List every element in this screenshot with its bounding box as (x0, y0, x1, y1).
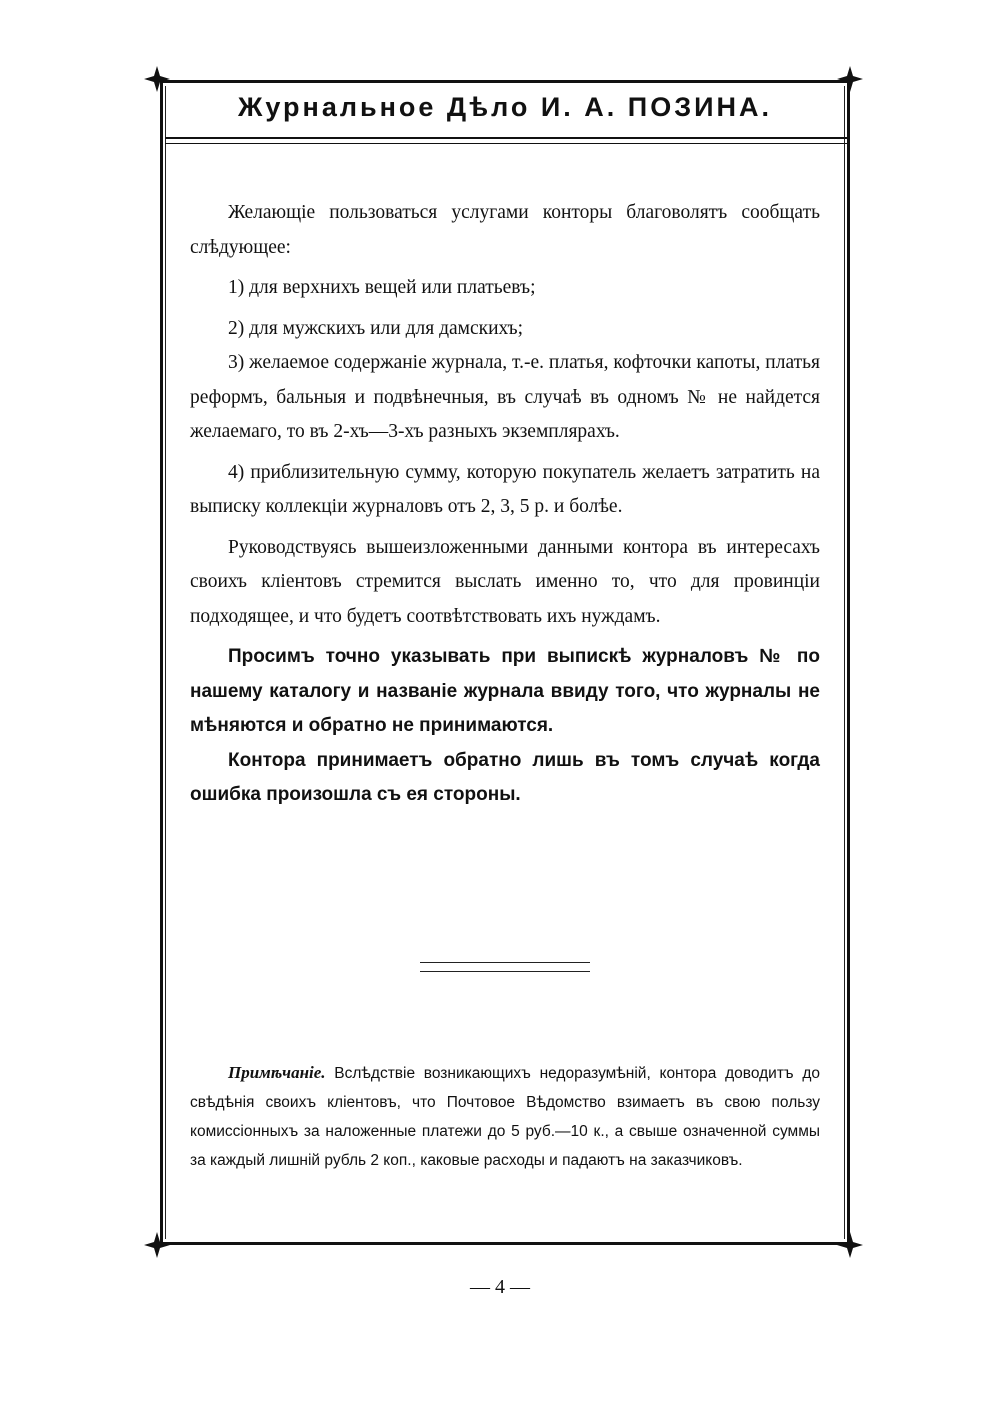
header-rule-thin (165, 143, 847, 144)
footnote-label: Примѣчаніе. (228, 1063, 326, 1082)
list-item: 1) для верхнихъ вещей или платьевъ; (228, 277, 536, 298)
footnote (190, 1058, 820, 1175)
header-rule (165, 137, 847, 139)
main-text (190, 196, 820, 813)
footnote-text: Вслѣдствіе возникающихъ недоразумѣній, контора доводитъ до свѣдѣнія своихъ клiентовъ, что Почтовое Вѣдомство взимаетъ въ свою пользу комиссіонныхъ за наложенные платежи до 5 руб.—10 к., а свыше означенной суммы за каждый лишній рубль 2 коп., каковые расходы и падаютъ на заказчиковъ. (190, 1065, 820, 1169)
intro-paragraph: Желающіе пользоваться услугами конторы благоволятъ сообщать слѣдующее: (190, 202, 820, 258)
section-separator (420, 971, 590, 972)
list-item: 3) желаемое содержаніе журнала, т.-е. платья, кофточки капоты, платья реформъ, бальныя и подвѣнечныя, въ случаѣ въ одномъ № не найдется желаемаго, то въ 2-хъ—3-хъ разныхъ экземплярахъ. (190, 352, 820, 442)
list-item: 2) для мужскихъ или для дамскихъ; (228, 317, 524, 339)
body-paragraph: Руководствуясь вышеизложенными данными контора въ интересахъ своихъ клiентовъ стремится выслать именно то, что для провинціи подходящее, и что будетъ соотвѣтствовать ихъ нуждамъ. (190, 536, 820, 627)
corner-ornament-icon (835, 1230, 865, 1260)
page-title: Журнальное Дѣло И. А. ПОЗИНА. (237, 92, 773, 122)
corner-ornament-icon (835, 64, 865, 94)
bold-notice: Контора принимаетъ обратно лишь въ томъ случаѣ когда ошибка произошла съ ея стороны. (190, 749, 820, 805)
bold-notice: Просимъ точно указывать при выпискѣ журналовъ № по нашему каталогу и названіе журнала ввиду того, что журналы не мѣняются и обратно не принимаются. (190, 646, 820, 736)
list-item: 4) приблизительную сумму, которую покупатель желаетъ затратить на выписку коллекціи журналовъ отъ 2, 3, 5 р. и болѣе. (190, 461, 820, 517)
section-separator (420, 962, 590, 963)
page-number: — 4 — (470, 1276, 530, 1298)
corner-ornament-icon (142, 1230, 172, 1260)
corner-ornament-icon (142, 64, 172, 94)
